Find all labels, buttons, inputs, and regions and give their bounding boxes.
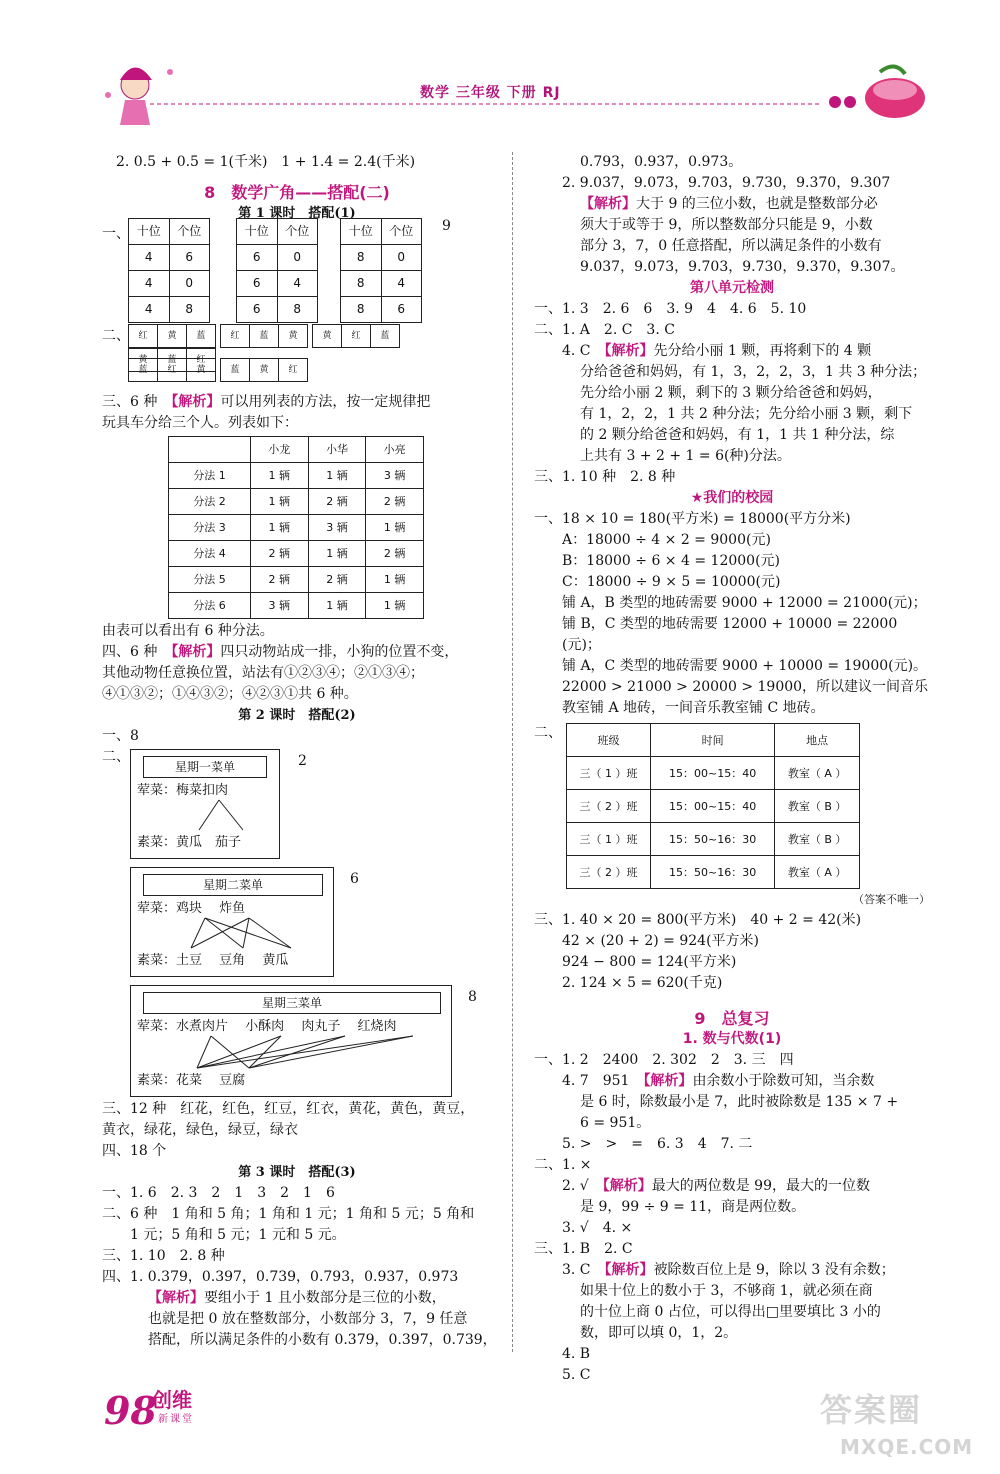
exp-line: 分给爸爸和妈妈，有 1，3，2，2，3，1 共 3 种分法； — [580, 364, 927, 380]
q3-conclusion: 由表可以看出有 6 种分法。 — [102, 623, 274, 639]
exp-line: 9.037，9.073，9.703，9.730，9.370，9.307。 — [580, 259, 905, 275]
cell: 6 — [169, 245, 210, 271]
cell: 4 — [129, 245, 170, 271]
answer-line: 2. 9.037，9.073，9.703，9.730，9.370，9.307 — [562, 175, 891, 191]
exp-line: 6 = 951。 — [580, 1115, 651, 1131]
exp-line: 须大于或等于 9，所以整数部分只能是 9，小数 — [580, 217, 873, 233]
color-strip: 红 黄 蓝 — [128, 324, 216, 348]
color-strips-row2 — [128, 358, 312, 382]
exp-line: 先分给小丽 2 颗，剩下的 3 颗分给爸爸和妈妈， — [580, 385, 882, 401]
cell: 6 — [237, 271, 278, 297]
menu-monday: 星期一菜单 荤菜：梅菜扣肉 素菜：黄瓜 茄子 — [130, 749, 280, 859]
table-row: 分法 3 1 辆 3 辆 1 辆 — [169, 515, 424, 541]
unit8-test-title: 第八单元检测 — [690, 280, 774, 296]
menu-title: 星期三菜单 — [143, 992, 441, 1014]
digit-table-2 — [236, 218, 318, 323]
menu-answer: 6 — [350, 871, 359, 887]
table-row: 分法 4 2 辆 1 辆 2 辆 — [169, 541, 424, 567]
lesson1-title: 第 1 课时 搭配(1) — [238, 206, 356, 221]
cell: 8 — [341, 297, 382, 323]
header-cell: 地点 — [775, 724, 860, 757]
answer-line: 三、1. 40 × 20 = 800(平方米) 40 + 2 = 42(米) — [534, 912, 862, 928]
q1-label: 一、 — [102, 226, 130, 242]
answer-line: 0.793，0.937，0.973。 — [580, 154, 743, 170]
page-header — [0, 0, 1000, 140]
unit9-subtitle: 1. 数与代数(1) — [682, 1031, 782, 1047]
l3-q2-line1: 二、6 种 1 角和 5 角；1 角和 1 元；1 角和 5 元；5 角和 — [102, 1206, 475, 1222]
table-row: 三（ 1 ）班 15：00~15：40 教室（ A ） — [567, 757, 860, 790]
answer-line: 教室铺 A 地砖，一间音乐教室铺 C 地砖。 — [562, 700, 825, 716]
l2-q4: 四、18 个 — [102, 1143, 167, 1159]
answer-line: 二、1. A 2. C 3. C — [534, 322, 675, 338]
header-cell: 十位 — [129, 219, 170, 245]
header-cell: 班级 — [567, 724, 651, 757]
q1-block — [102, 218, 492, 324]
answer-line: 5. C — [562, 1367, 591, 1383]
menu-answer: 8 — [468, 989, 477, 1005]
exp-line: 的十位上商 0 占位，可以得出□里要填比 3 小的 — [580, 1304, 881, 1320]
header-cell: 个位 — [277, 219, 318, 245]
header-title: 数学 三年级 下册 RJ — [420, 85, 561, 101]
brand-subtitle: 新课堂 — [158, 1414, 194, 1425]
answer-line: 4. B — [562, 1346, 591, 1362]
cell: 8 — [169, 297, 210, 323]
header-cell: 个位 — [169, 219, 210, 245]
answer-line: 三、1. B 2. C — [534, 1241, 633, 1257]
color-strip: 黄 红 蓝 — [312, 324, 400, 348]
answer-line: 22000 > 21000 > 20000 > 19000，所以建议一间音乐 — [562, 679, 929, 695]
color-strip: 红 蓝 黄 — [220, 324, 308, 348]
color-strip: 黄 蓝 红 — [128, 348, 216, 372]
l3-exp-line3: 搭配，所以满足条件的小数有 0.379，0.397，0.739， — [148, 1332, 497, 1348]
table-row: 分法 2 1 辆 2 辆 2 辆 — [169, 489, 424, 515]
cell: 4 — [129, 297, 170, 323]
header-cell: 小龙 — [250, 437, 308, 463]
l3-q4: 四、1. 0.379，0.397，0.739，0.793，0.937，0.973 — [102, 1269, 459, 1285]
exp-line: 的 2 颗分给爸爸和妈妈，有 1，1 共 1 种分法，综 — [580, 427, 895, 443]
answer-note: （答案不唯一） — [853, 893, 930, 906]
cell: 0 — [381, 245, 422, 271]
answer-line: 4. C 【解析】先分给小丽 1 颗，再将剩下的 4 颗 — [562, 343, 872, 359]
q3-line1: 三、6 种 【解析】可以用列表的方法，按一定规律把 — [102, 394, 431, 410]
brand-logo: 创维 — [152, 1388, 192, 1412]
connect-lines — [131, 868, 333, 976]
l3-q2-line2: 1 元；5 角和 5 元；1 元和 5 元。 — [130, 1227, 346, 1243]
right-column — [534, 152, 930, 1386]
header-cell: 个位 — [381, 219, 422, 245]
answer-line: 铺 B，C 类型的地砖需要 12000 + 10000 = 22000 — [562, 616, 898, 632]
table-row: 三（ 2 ）班 15：50~16：30 教室（ A ） — [567, 856, 860, 889]
header-cell: 小亮 — [366, 437, 424, 463]
l2-q2-label: 二、 — [102, 749, 130, 765]
color-strip: 蓝 黄 红 — [220, 358, 308, 382]
girl-icon — [105, 68, 173, 126]
answer-line: 三、1. 10 种 2. 8 种 — [534, 469, 676, 485]
answer-line: 4. 7 951 【解析】由余数小于除数可知，当余数 — [562, 1073, 875, 1089]
table-row: 三（ 2 ）班 15：00~15：40 教室（ B ） — [567, 790, 860, 823]
q4-line2: 其他动物任意换位置，站法有①②③④；②①③④； — [102, 665, 424, 681]
q2-label: 二、 — [102, 328, 130, 344]
connect-lines — [131, 750, 279, 858]
exp-line: 如果十位上的数小于 3，不够商 1，就必须在商 — [580, 1283, 873, 1299]
cell: 6 — [381, 297, 422, 323]
fruit-icon — [829, 66, 925, 118]
answer-line: 一、1. 3 2. 6 6 3. 9 4 4. 6 5. 10 — [534, 301, 807, 317]
l3-exp-line1: 【解析】要组小于 1 且小数部分是三位的小数， — [148, 1290, 446, 1306]
answer-line: 一、1. 2 2400 2. 302 2 3. 三 四 — [534, 1052, 794, 1068]
c-q2-label: 二、 — [534, 725, 562, 741]
header-decoration — [0, 0, 1000, 140]
connect-lines — [131, 986, 451, 1096]
unit8-title: 8 数学广角——搭配(二) — [204, 183, 390, 202]
exp-line: 是 6 时，除数最小是 7，此时被除数是 135 × 7 + — [580, 1094, 899, 1110]
answer-line: 5. > > = 6. 3 4 7. 二 — [562, 1136, 753, 1152]
cell: 8 — [341, 271, 382, 297]
digit-table-3 — [340, 218, 422, 323]
campus-title: ★我们的校园 — [690, 490, 774, 506]
exp-line: 有 1，2，2，1 共 2 种分法；先分给小丽 3 颗，剩下 — [580, 406, 913, 422]
header-cell: 十位 — [341, 219, 382, 245]
answer-line: B：18000 ÷ 6 × 4 = 12000(元) — [562, 553, 780, 569]
cell: 4 — [129, 271, 170, 297]
unit9-title: 9 总复习 — [694, 1009, 770, 1028]
q4-line1: 四、6 种 【解析】四只动物站成一排，小狗的位置不变， — [102, 644, 459, 660]
class-schedule-block — [534, 723, 930, 889]
l2-q3-line2: 黄衣，绿花，绿色，绿豆，绿衣 — [102, 1122, 298, 1138]
table-row: 分法 1 1 辆 1 辆 3 辆 — [169, 463, 424, 489]
l3-q1: 一、1. 6 2. 3 2 1 3 2 1 6 — [102, 1185, 335, 1201]
page-number: 98 — [104, 1388, 157, 1433]
answer-line: 2. √ 【解析】最大的两位数是 99，最大的一位数 — [562, 1178, 870, 1194]
cell: 8 — [341, 245, 382, 271]
watermark: 答案圈 — [820, 1391, 923, 1429]
color-strip: 蓝 红 黄 — [128, 358, 216, 382]
answer-line: 二、1. × — [534, 1157, 592, 1173]
answer-line: 2. 0.5 + 0.5 = 1(千米) 1 + 1.4 = 2.4(千米) — [116, 154, 416, 170]
answer-line: 42 × (20 + 2) = 924(平方米) — [562, 933, 759, 949]
table-row: 三（ 1 ）班 15：50~16：30 教室（ B ） — [567, 823, 860, 856]
exp-line: 【解析】大于 9 的三位小数，也就是整数部分必 — [580, 196, 878, 212]
exp-line: 是 9，99 ÷ 9 = 11，商是两位数。 — [580, 1199, 806, 1215]
answer-line: A：18000 ÷ 4 × 2 = 9000(元) — [562, 532, 771, 548]
answer-line: 铺 A，C 类型的地砖需要 9000 + 10000 = 19000(元)。 — [562, 658, 928, 674]
exp-line: 上共有 3 + 2 + 1 = 6(种)分法。 — [580, 448, 791, 464]
l2-q1: 一、8 — [102, 728, 139, 744]
answer-line: 铺 A，B 类型的地砖需要 9000 + 12000 = 21000(元)； — [562, 595, 927, 611]
answer-line: (元)； — [562, 637, 601, 653]
header-cell: 小华 — [308, 437, 366, 463]
column-divider — [512, 152, 513, 1352]
lesson3-title: 第 3 课时 搭配(3) — [238, 1165, 356, 1180]
cell: 0 — [169, 271, 210, 297]
menu-title: 星期二菜单 — [143, 874, 323, 896]
lesson2-title: 第 2 课时 搭配(2) — [238, 708, 356, 723]
cell: 4 — [381, 271, 422, 297]
table-row: 分法 6 3 辆 1 辆 1 辆 — [169, 593, 424, 619]
header-cell — [169, 437, 251, 463]
answer-line: 924 − 800 = 124(平方米) — [562, 954, 737, 970]
cell: 4 — [277, 271, 318, 297]
exp-line: 数，即可以填 0，1，2。 — [580, 1325, 738, 1341]
menu-answer: 2 — [298, 753, 307, 769]
class-schedule-table — [566, 723, 860, 889]
q3-line2: 玩具车分给三个人。列表如下： — [102, 415, 298, 431]
left-column — [102, 152, 497, 1351]
cell: 8 — [277, 297, 318, 323]
q1-answer: 9 — [442, 218, 451, 234]
cell: 0 — [277, 245, 318, 271]
menu-title: 星期一菜单 — [143, 756, 267, 778]
q4-line3: ④①③②；①④③②；④②③①共 6 种。 — [102, 686, 358, 702]
exp-line: 部分 3，7，0 任意搭配，所以满足条件的小数有 — [580, 238, 882, 254]
header-cell: 时间 — [651, 724, 775, 757]
table-row: 分法 5 2 辆 2 辆 1 辆 — [169, 567, 424, 593]
l2-q3-line1: 三、12 种 红花，红色，红豆，红衣，黄花，黄色，黄豆， — [102, 1101, 475, 1117]
menu-wednesday: 星期三菜单 荤菜：水煮肉片 小酥肉 肉丸子 红烧肉 素菜：花菜 豆腐 — [130, 985, 452, 1097]
car-distribution-table — [168, 436, 424, 619]
answer-line: 一、18 × 10 = 180(平方米) = 18000(平方分米) — [534, 511, 851, 527]
answer-line: 3. C 【解析】被除数百位上是 9，除以 3 没有余数； — [562, 1262, 895, 1278]
menu-tuesday: 星期二菜单 荤菜：鸡块 炸鱼 素菜：土豆 豆角 黄瓜 — [130, 867, 334, 977]
answer-line: C：18000 ÷ 9 × 5 = 10000(元) — [562, 574, 781, 590]
cell: 6 — [237, 245, 278, 271]
watermark-url: MXQE.COM — [840, 1435, 974, 1459]
answer-line: 2. 124 × 5 = 620(千克) — [562, 975, 723, 991]
q2-block — [102, 324, 492, 392]
l3-q3: 三、1. 10 2. 8 种 — [102, 1248, 225, 1264]
cell: 6 — [237, 297, 278, 323]
l3-exp-line2: 也就是把 0 放在整数部分，小数部分 3，7，9 任意 — [148, 1311, 468, 1327]
header-cell: 十位 — [237, 219, 278, 245]
answer-line: 3. √ 4. × — [562, 1220, 633, 1236]
digit-table-1 — [128, 218, 210, 323]
menus-block — [102, 747, 492, 1099]
